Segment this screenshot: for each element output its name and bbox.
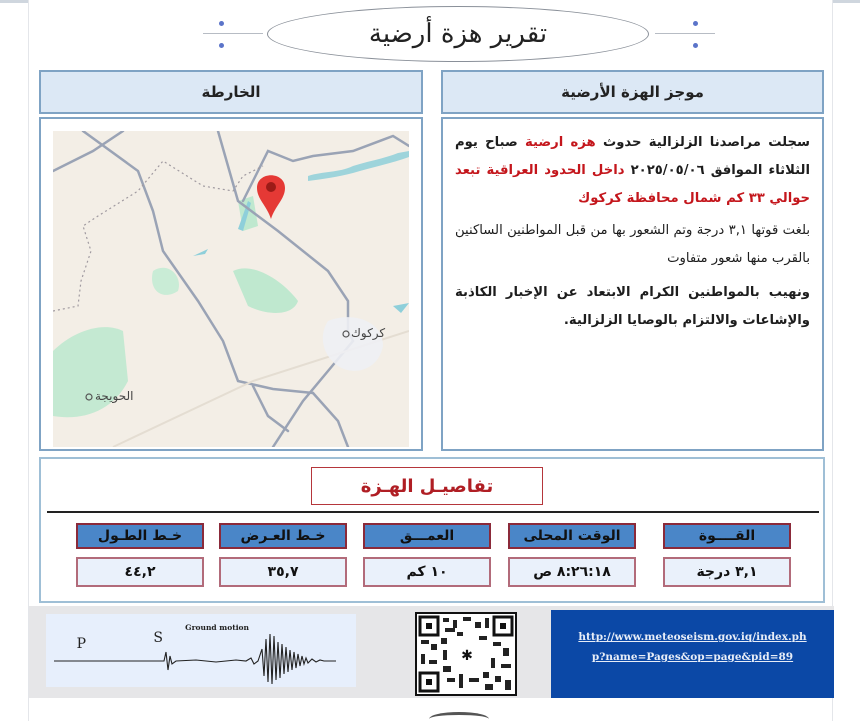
detail-label: الوقت المحلى	[508, 523, 636, 549]
detail-longitude	[76, 523, 204, 587]
summary-header-text: موجز الهزة الأرضية	[561, 83, 704, 101]
map-label-kirkuk: كركوك	[351, 326, 386, 340]
summary-paragraph-1	[455, 129, 810, 213]
detail-value: ٣٥,٧	[219, 557, 347, 587]
website-link-line-1[interactable]: http://www.meteoseism.gov.iq/index.ph	[578, 631, 807, 643]
detail-value: ٣,١ درجة	[663, 557, 791, 587]
map-header-text: الخارطة	[201, 83, 261, 101]
decor-divider-left	[203, 14, 263, 54]
details-section	[39, 457, 825, 603]
summary-text-part: صباح يوم الثلاثاء الموافق	[455, 135, 810, 178]
report-page	[28, 0, 833, 721]
detail-label: خـط العـرض	[219, 523, 347, 549]
detail-local-time	[508, 523, 636, 587]
website-link-box	[551, 610, 834, 698]
detail-value: ١٠ كم	[363, 557, 491, 587]
page-title: تقرير هزة أرضية	[368, 19, 548, 49]
decor-divider-right	[655, 14, 715, 54]
svg-text:✱: ✱	[461, 648, 473, 664]
detail-value: ٨:٢٦:١٨ ص	[508, 557, 636, 587]
summary-text-part: سجلت مراصدنا الزلزالية حدوث	[595, 135, 811, 150]
summary-header	[441, 70, 824, 114]
details-divider	[47, 511, 819, 513]
summary-paragraph-2: بلغت قوتها ٣,١ درجة وتم الشعور بها من قبل المواطنين الساكنين بالقرب منها شعور متفاوت	[455, 223, 810, 266]
website-link-line-2[interactable]: p?name=Pages&op=page&pid=89	[591, 651, 794, 663]
detail-label: خـط الطـول	[76, 523, 204, 549]
summary-paragraph-3: ونهيب بالمواطنين الكرام الابتعاد عن الإخبار الكاذبة والإشاعات والالتزام بالوصايا الزلزالية.	[455, 285, 810, 328]
detail-magnitude	[663, 523, 791, 587]
detail-depth	[363, 523, 491, 587]
summary-text	[443, 119, 822, 347]
epicenter-marker-icon[interactable]	[257, 175, 285, 219]
map-label-hawija: الحويجة	[95, 389, 134, 403]
detail-value: ٤٤,٢	[76, 557, 204, 587]
s-wave-label: S	[153, 630, 163, 646]
qr-code-icon[interactable]	[415, 612, 517, 696]
map-header	[39, 70, 423, 114]
title-banner	[199, 4, 719, 66]
map-box	[39, 117, 423, 451]
summary-highlight-location: داخل الحدود العراقية تبعد حوالي ٣٣ كم شمال محافظة كركوك	[455, 163, 810, 206]
detail-latitude	[219, 523, 347, 587]
ground-motion-label: Ground motion	[185, 623, 249, 632]
details-title: تفاصيـل الهـزة	[311, 467, 543, 505]
p-wave-label: P	[76, 636, 86, 652]
bottom-partial-element	[429, 712, 489, 721]
detail-label: القــــوة	[663, 523, 791, 549]
seismogram-image	[46, 614, 356, 687]
seismogram-wave-icon	[46, 614, 356, 687]
summary-date: ٢٠٢٥/٠٥/٠٦	[630, 163, 705, 178]
detail-label: العمـــق	[363, 523, 491, 549]
title-pill	[267, 6, 649, 62]
summary-highlight-event: هزه ارضية	[525, 135, 596, 150]
map-view[interactable]	[53, 131, 409, 447]
footer-band	[29, 606, 834, 698]
summary-box	[441, 117, 824, 451]
